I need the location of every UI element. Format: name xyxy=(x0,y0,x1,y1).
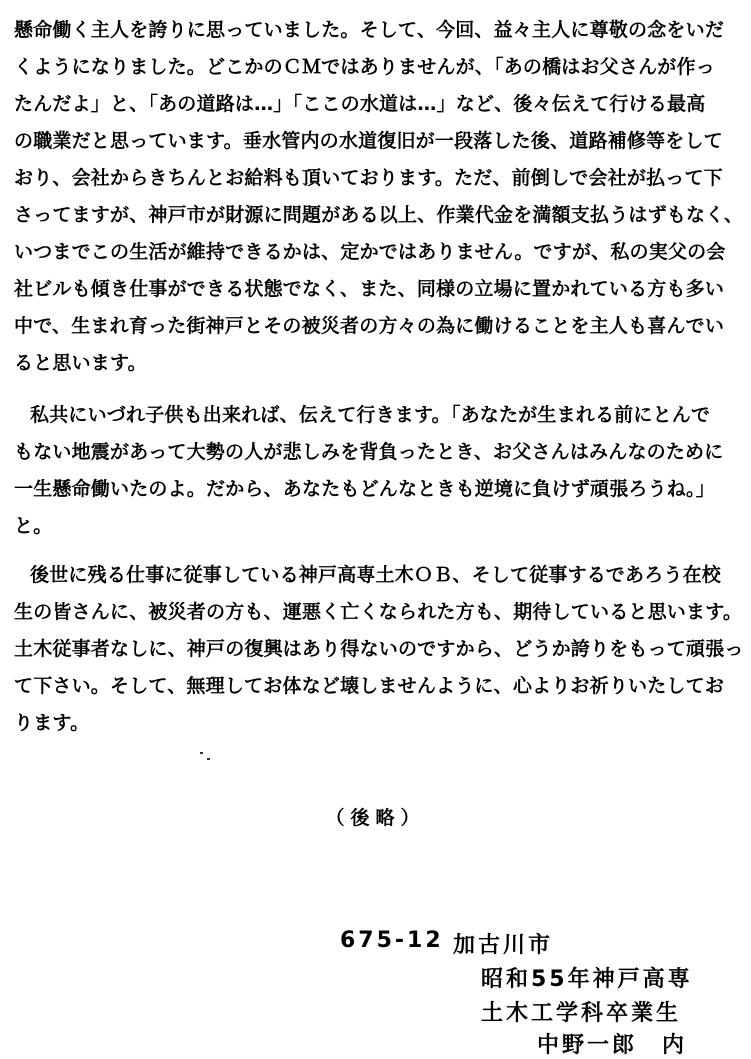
body-line: ると思います。 xyxy=(14,352,147,374)
body-line: たんだよ」と、「あの道路は…」「ここの水道は…」など、後々伝えて行ける最高 xyxy=(14,93,706,115)
department-name: 土木工学科卒業生 xyxy=(481,1001,682,1026)
city-name: 加古川市 xyxy=(453,933,554,958)
body-line: て下さい。そして、無理してお体など壊しませんように、心よりお祈りいたしてお xyxy=(14,675,725,697)
omitted-marker: （後略） xyxy=(325,807,426,829)
body-line: いつまでこの生活が維持できるかは、定かではありません。ですが、私の実父の会 xyxy=(14,241,726,263)
body-line: さってますが、神戸市が財源に問題がある以上、作業代金を満額支払うはずもなく、 xyxy=(14,204,744,226)
body-line: 後世に残る仕事に従事している神戸高専土木ＯＢ、そして従事するであろう在校 xyxy=(30,564,722,586)
body-line: 土木従事者なしに、神戸の復興はあり得ないのですから、どうか誇りをもって頑張っ xyxy=(14,638,744,660)
body-line: ります。 xyxy=(14,712,90,734)
scan-speck xyxy=(207,758,210,760)
body-line: おり、会社からきちんとお給料も頂いております。ただ、前倒しで会社が払って下 xyxy=(14,167,723,189)
body-line: 私共にいづれ子供も出来れば、伝えて行きます。「あなたが生まれる前にとんで xyxy=(30,404,711,426)
school-name: 昭和55年神戸高専 xyxy=(481,967,693,992)
body-line: 社ビルも傾き仕事ができる状態でなく、また、同様の立場に置かれている方も多い xyxy=(14,278,725,300)
author-name: 中野一郎 内 xyxy=(537,1033,688,1058)
body-line: 中で、生まれ育った街神戸とその被災者の方々の為に働けることを主人も喜んでい xyxy=(14,315,725,337)
body-line: の職業だと思っています。垂水管内の水道復旧が一段落した後、道路補修等をして xyxy=(14,130,723,152)
body-line: 一生懸命働いたのよ。だから、あなたもどんなときも逆境に負けず頑張ろうね。」 xyxy=(14,478,715,500)
postal-code: 675-12 xyxy=(340,928,444,953)
body-line: 生の皆さんに、被災者の方も、運悪く亡くなられた方も、期待していると思います。 xyxy=(14,601,743,623)
body-line: と。 xyxy=(14,515,53,537)
body-line: くようになりました。どこかのＣＭではありませんが、「あの橋はお父さんが作っ xyxy=(14,56,715,78)
body-line: もない地震があって大勢の人が悲しみを背負ったとき、お父さんはみんなのために xyxy=(14,441,724,463)
body-line: 懸命働く主人を誇りに思っていました。そして、今回、益々主人に尊敬の念をいだ xyxy=(14,19,725,41)
scan-speck xyxy=(200,752,203,754)
